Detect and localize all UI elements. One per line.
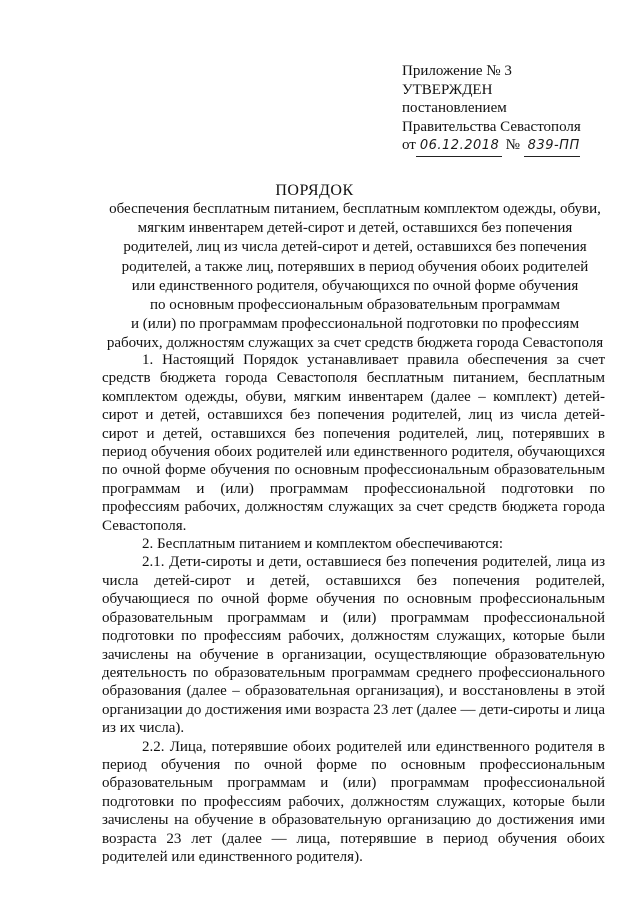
subtitle-line: обеспечения бесплатным питанием, бесплатным комплектом одежды, обуви,: [109, 201, 601, 217]
document-title: ПОРЯДОК: [275, 182, 354, 199]
paragraph-2: 2. Бесплатным питанием и комплектом обеспечиваются:: [142, 536, 503, 553]
paragraph-2-2: 2.2. Лица, потерявшие обоих родителей или единственного родителя в период обучения по очной форме по основным профессиональным образовательным программам и (или) программам профессиональной подготовки по профессиям рабочих, должностям служащих, которые были зачислены на обучение в образовательную организацию до достижения ими возраста 23 лет (далее — лица, потерявшие в период обучения обоих родителей или единственного родителя).: [102, 738, 605, 865]
approval-block: [402, 62, 617, 157]
document-body: [102, 351, 605, 866]
subtitle-line: по основным профессиональным образовательным программам: [150, 297, 560, 314]
approved-label: УТВЕРЖДЕН: [402, 81, 493, 98]
subtitle-line: мягким инвентарем детей-сирот и детей, оставшихся без попечения: [137, 220, 573, 237]
paragraph-2-1: 2.1. Дети-сироты и дети, оставшиеся без попечения родителей, лица из числа детей-сирот и детей, оставшихся без попечения родителей, обучающиеся по очной форме обучения по основным профессиональным образовательным программам и (или) программам профессиональной подготовки по профессиям рабочих, должностям служащих, которые были зачислены на обучение в организации, осуществляющие образовательную деятельность по образовательным программам среднего профессионального образования (далее – образовательная организация), и восстановлены в этой организации до достижения ими возраста 23 лет (далее — дети-сироты и лица из их числа).: [102, 554, 605, 737]
document-subtitle: [95, 200, 615, 354]
subtitle-line: и (или) по программам профессиональной подготовки по профессиям: [130, 316, 580, 333]
date-number-line: [402, 136, 617, 157]
number-prefix: №: [505, 137, 520, 153]
subtitle-line: или единственного родителя, обучающихся по очной форме обучения: [131, 277, 579, 294]
date-prefix: от: [402, 137, 416, 153]
subtitle-line: родителей, лиц из числа детей-сирот и детей, оставшихся без попечения: [123, 239, 587, 256]
handwritten-date: 06.12.2018: [416, 137, 502, 157]
subtitle-line: рабочих, должностям служащих за счет средств бюджета города Севастополя: [106, 335, 604, 352]
government-label: Правительства Севастополя: [402, 118, 581, 135]
appendix-label: Приложение № 3: [402, 63, 512, 79]
handwritten-number: 839-ПП: [524, 137, 580, 157]
subtitle-line: родителей, а также лиц, потерявших в период обучения обоих родителей: [121, 258, 589, 275]
resolution-label: постановлением: [402, 100, 507, 116]
paragraph-1: 1. Настоящий Порядок устанавливает правила обеспечения за счет средств бюджета города Севастополя бесплатным питанием, бесплатным комплектом одежды, обуви, мягким инвентарем (далее – комплект) детей-сирот и детей, оставшихся без попечения родителей, лиц из числа детей-сирот и детей, оставшихся без попечения родителей, лиц, потерявших в период обучения обоих родителей или единственного родителя, обучающихся по очной форме обучения по основным профессиональным образовательным программам и (или) программам профессиональной подготовки по профессиям рабочих, должностям служащих за счет средств бюджета города Севастополя.: [102, 352, 605, 534]
